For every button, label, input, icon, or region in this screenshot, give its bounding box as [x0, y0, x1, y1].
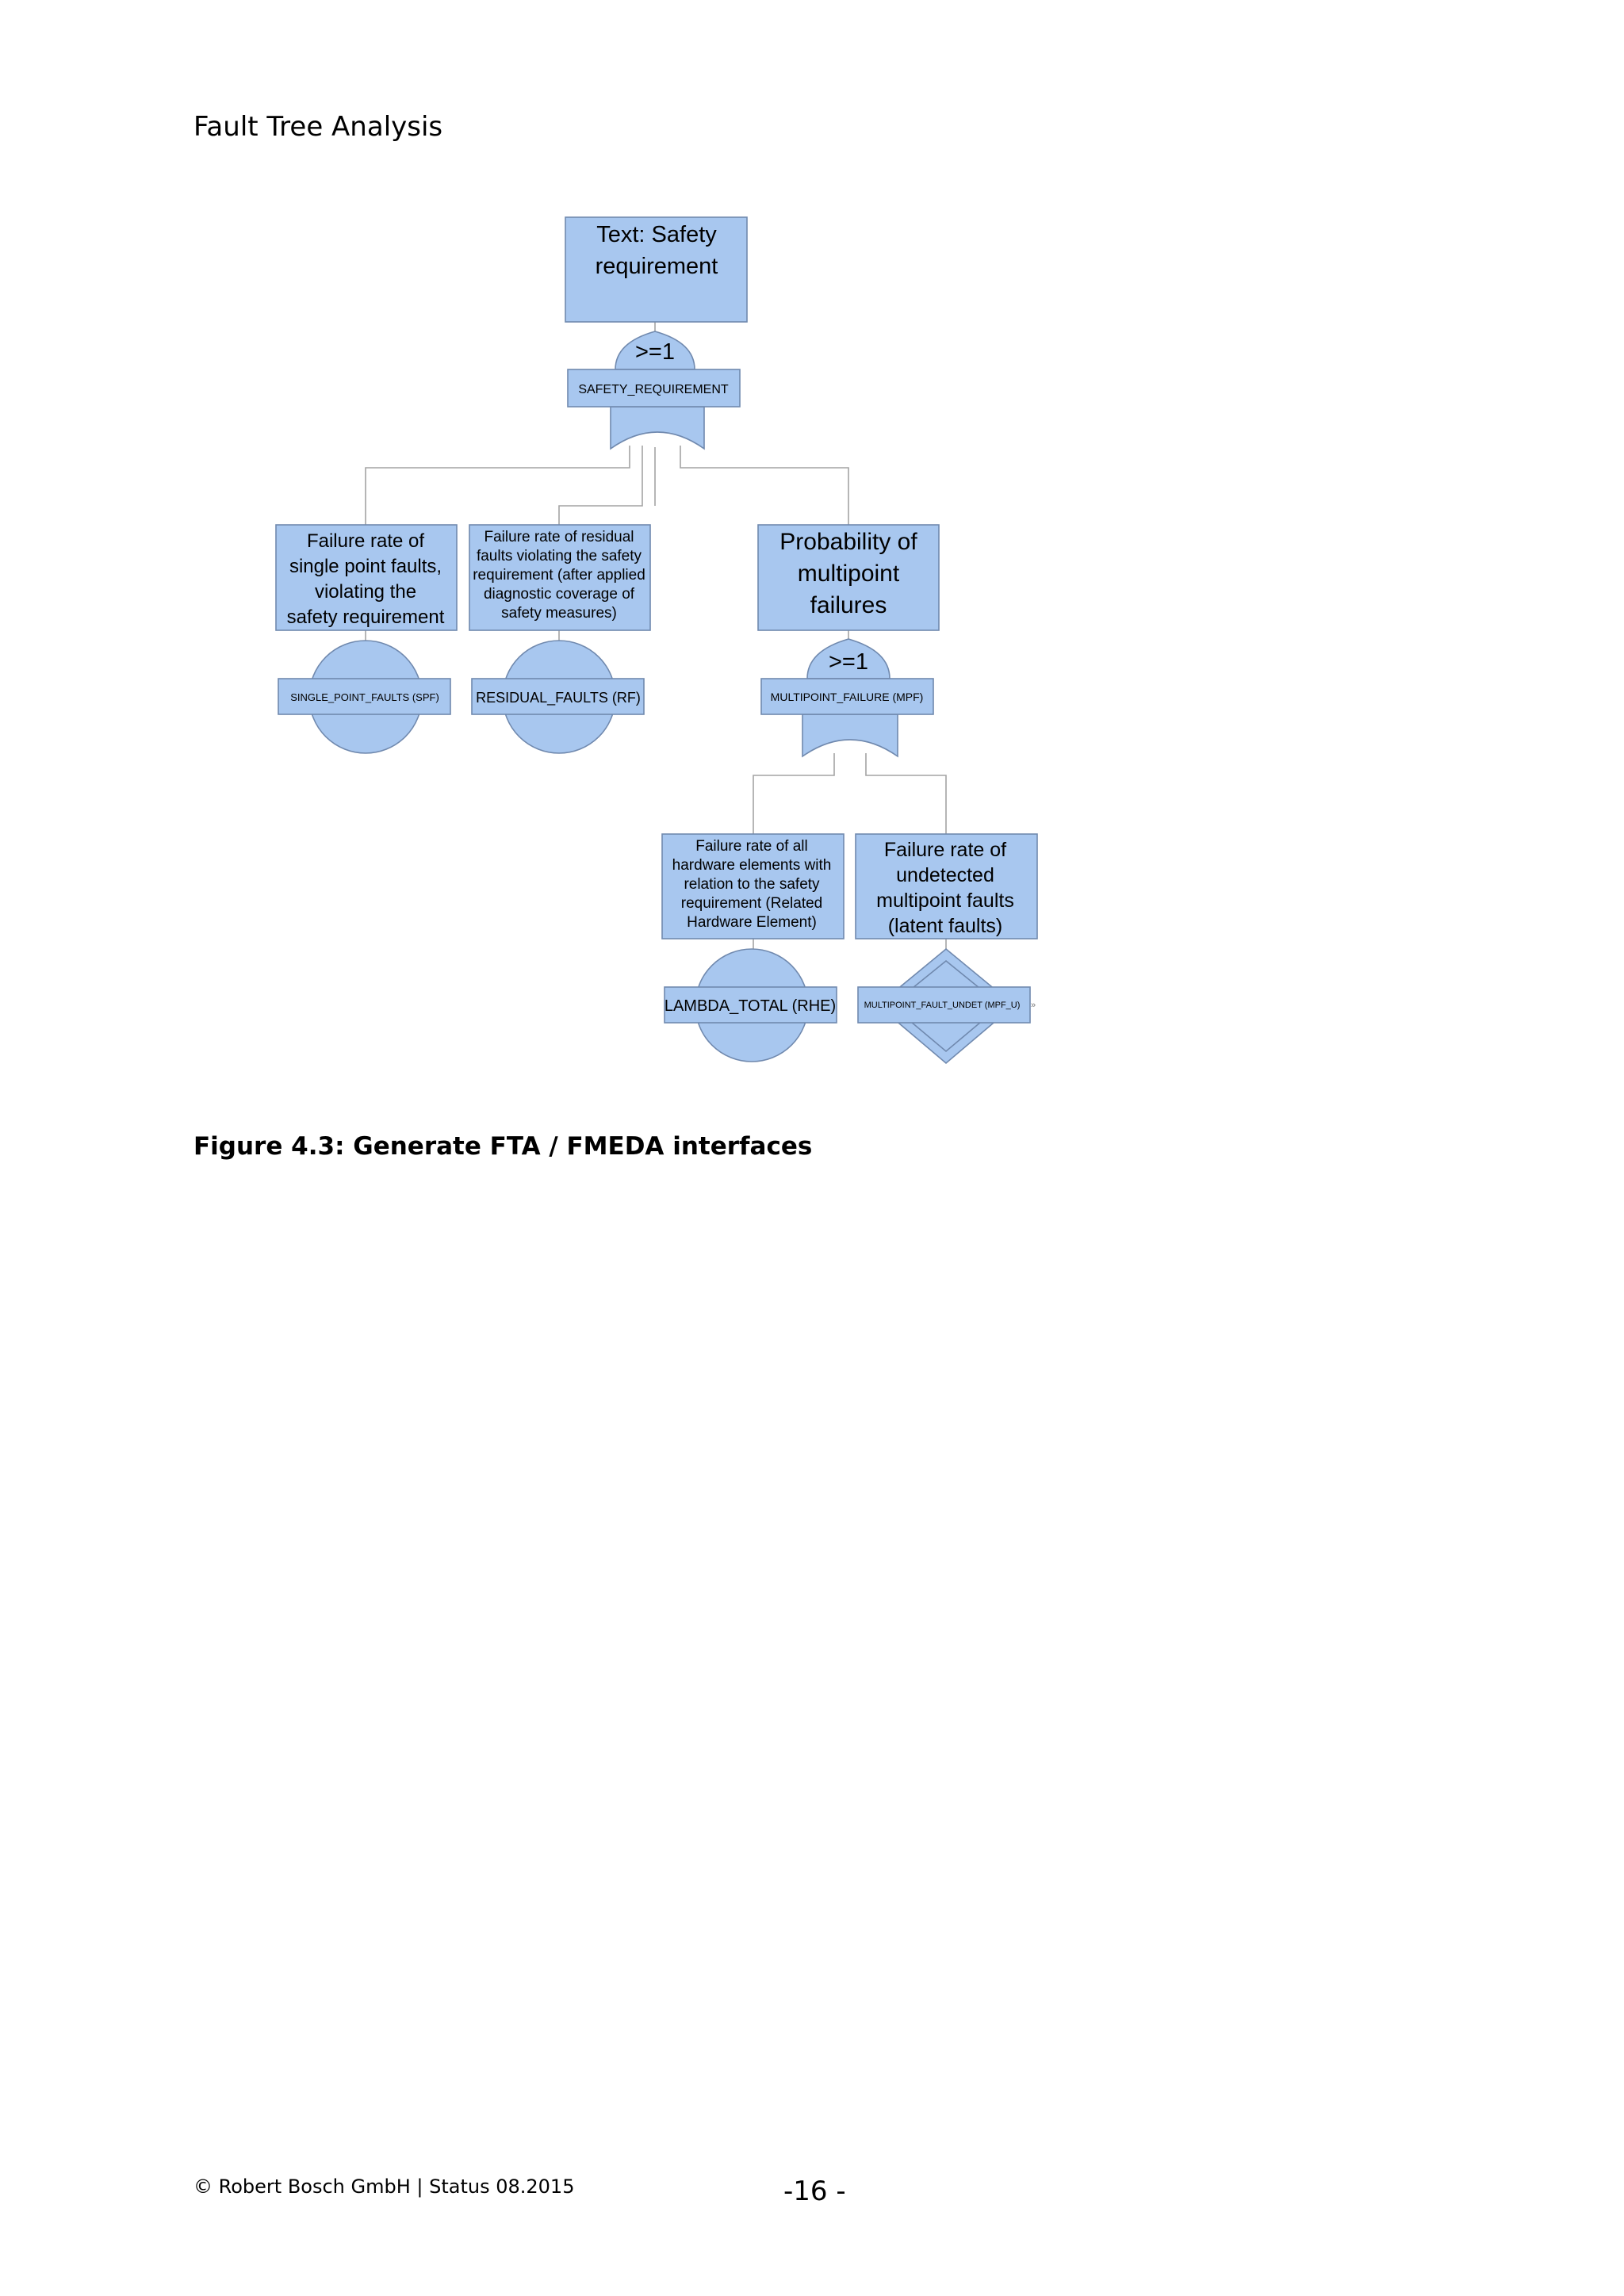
rf-event: [469, 525, 650, 753]
rhe-text-1: Failure rate of all: [695, 838, 808, 855]
rhe-text-3: relation to the safety: [684, 876, 820, 893]
mpf-gate-label: >=1: [829, 649, 868, 675]
mpf-text-3: failures: [810, 592, 887, 618]
top-event: [565, 217, 747, 449]
mpf-u-text-1: Failure rate of: [883, 839, 1007, 861]
section-title: Fault Tree Analysis: [193, 111, 443, 143]
mpf-u-event: [856, 834, 1037, 1063]
rf-text-5: safety measures): [501, 605, 617, 622]
rf-label: RESIDUAL_FAULTS (RF): [476, 690, 641, 706]
spf-event: [276, 525, 457, 753]
mpf-u-trailing-mark: »: [1031, 1001, 1036, 1010]
top-event-text-1: Text: Safety: [596, 222, 717, 247]
rhe-text-4: requirement (Related: [680, 895, 823, 912]
figure-caption: Figure 4.3: Generate FTA / FMEDA interfaces: [193, 1132, 813, 1161]
mpf-u-text-4: (latent faults): [887, 915, 1003, 937]
mpf-u-label: MULTIPOINT_FAULT_UNDET (MPF_U): [864, 1001, 1021, 1010]
or-gate-base: [611, 407, 704, 449]
or-gate-base: [802, 714, 898, 756]
rf-text-4: diagnostic coverage of: [483, 586, 635, 603]
top-gate-label: >=1: [635, 339, 675, 365]
rf-text-1: Failure rate of residual: [484, 529, 634, 545]
rf-text-2: faults violating the safety: [476, 548, 642, 564]
spf-text-3: violating the: [314, 581, 417, 603]
rf-text-3: requirement (after applied: [473, 567, 645, 584]
spf-label: SINGLE_POINT_FAULTS (SPF): [290, 691, 439, 703]
spf-text-2: single point faults,: [289, 556, 442, 577]
mpf-u-text-2: undetected: [896, 864, 994, 886]
fault-tree-diagram: [0, 0, 1624, 1110]
top-event-label: SAFETY_REQUIREMENT: [578, 383, 729, 396]
mpf-text-2: multipoint: [797, 561, 900, 587]
footer-page-number: -16 -: [783, 2175, 846, 2207]
spf-text-4: safety requirement: [286, 607, 445, 628]
rhe-label: LAMBDA_TOTAL (RHE): [664, 997, 837, 1015]
spf-text-1: Failure rate of: [306, 530, 425, 552]
mpf-event: [758, 525, 939, 756]
mpf-label: MULTIPOINT_FAILURE (MPF): [770, 691, 924, 703]
mpf-text-1: Probability of: [779, 529, 917, 555]
top-event-text-2: requirement: [595, 254, 718, 279]
footer-copyright: © Robert Bosch GmbH | Status 08.2015: [193, 2175, 575, 2198]
rhe-text-2: hardware elements with: [672, 857, 832, 874]
rhe-text-5: Hardware Element): [687, 914, 817, 931]
mpf-u-text-3: multipoint faults: [876, 890, 1014, 912]
